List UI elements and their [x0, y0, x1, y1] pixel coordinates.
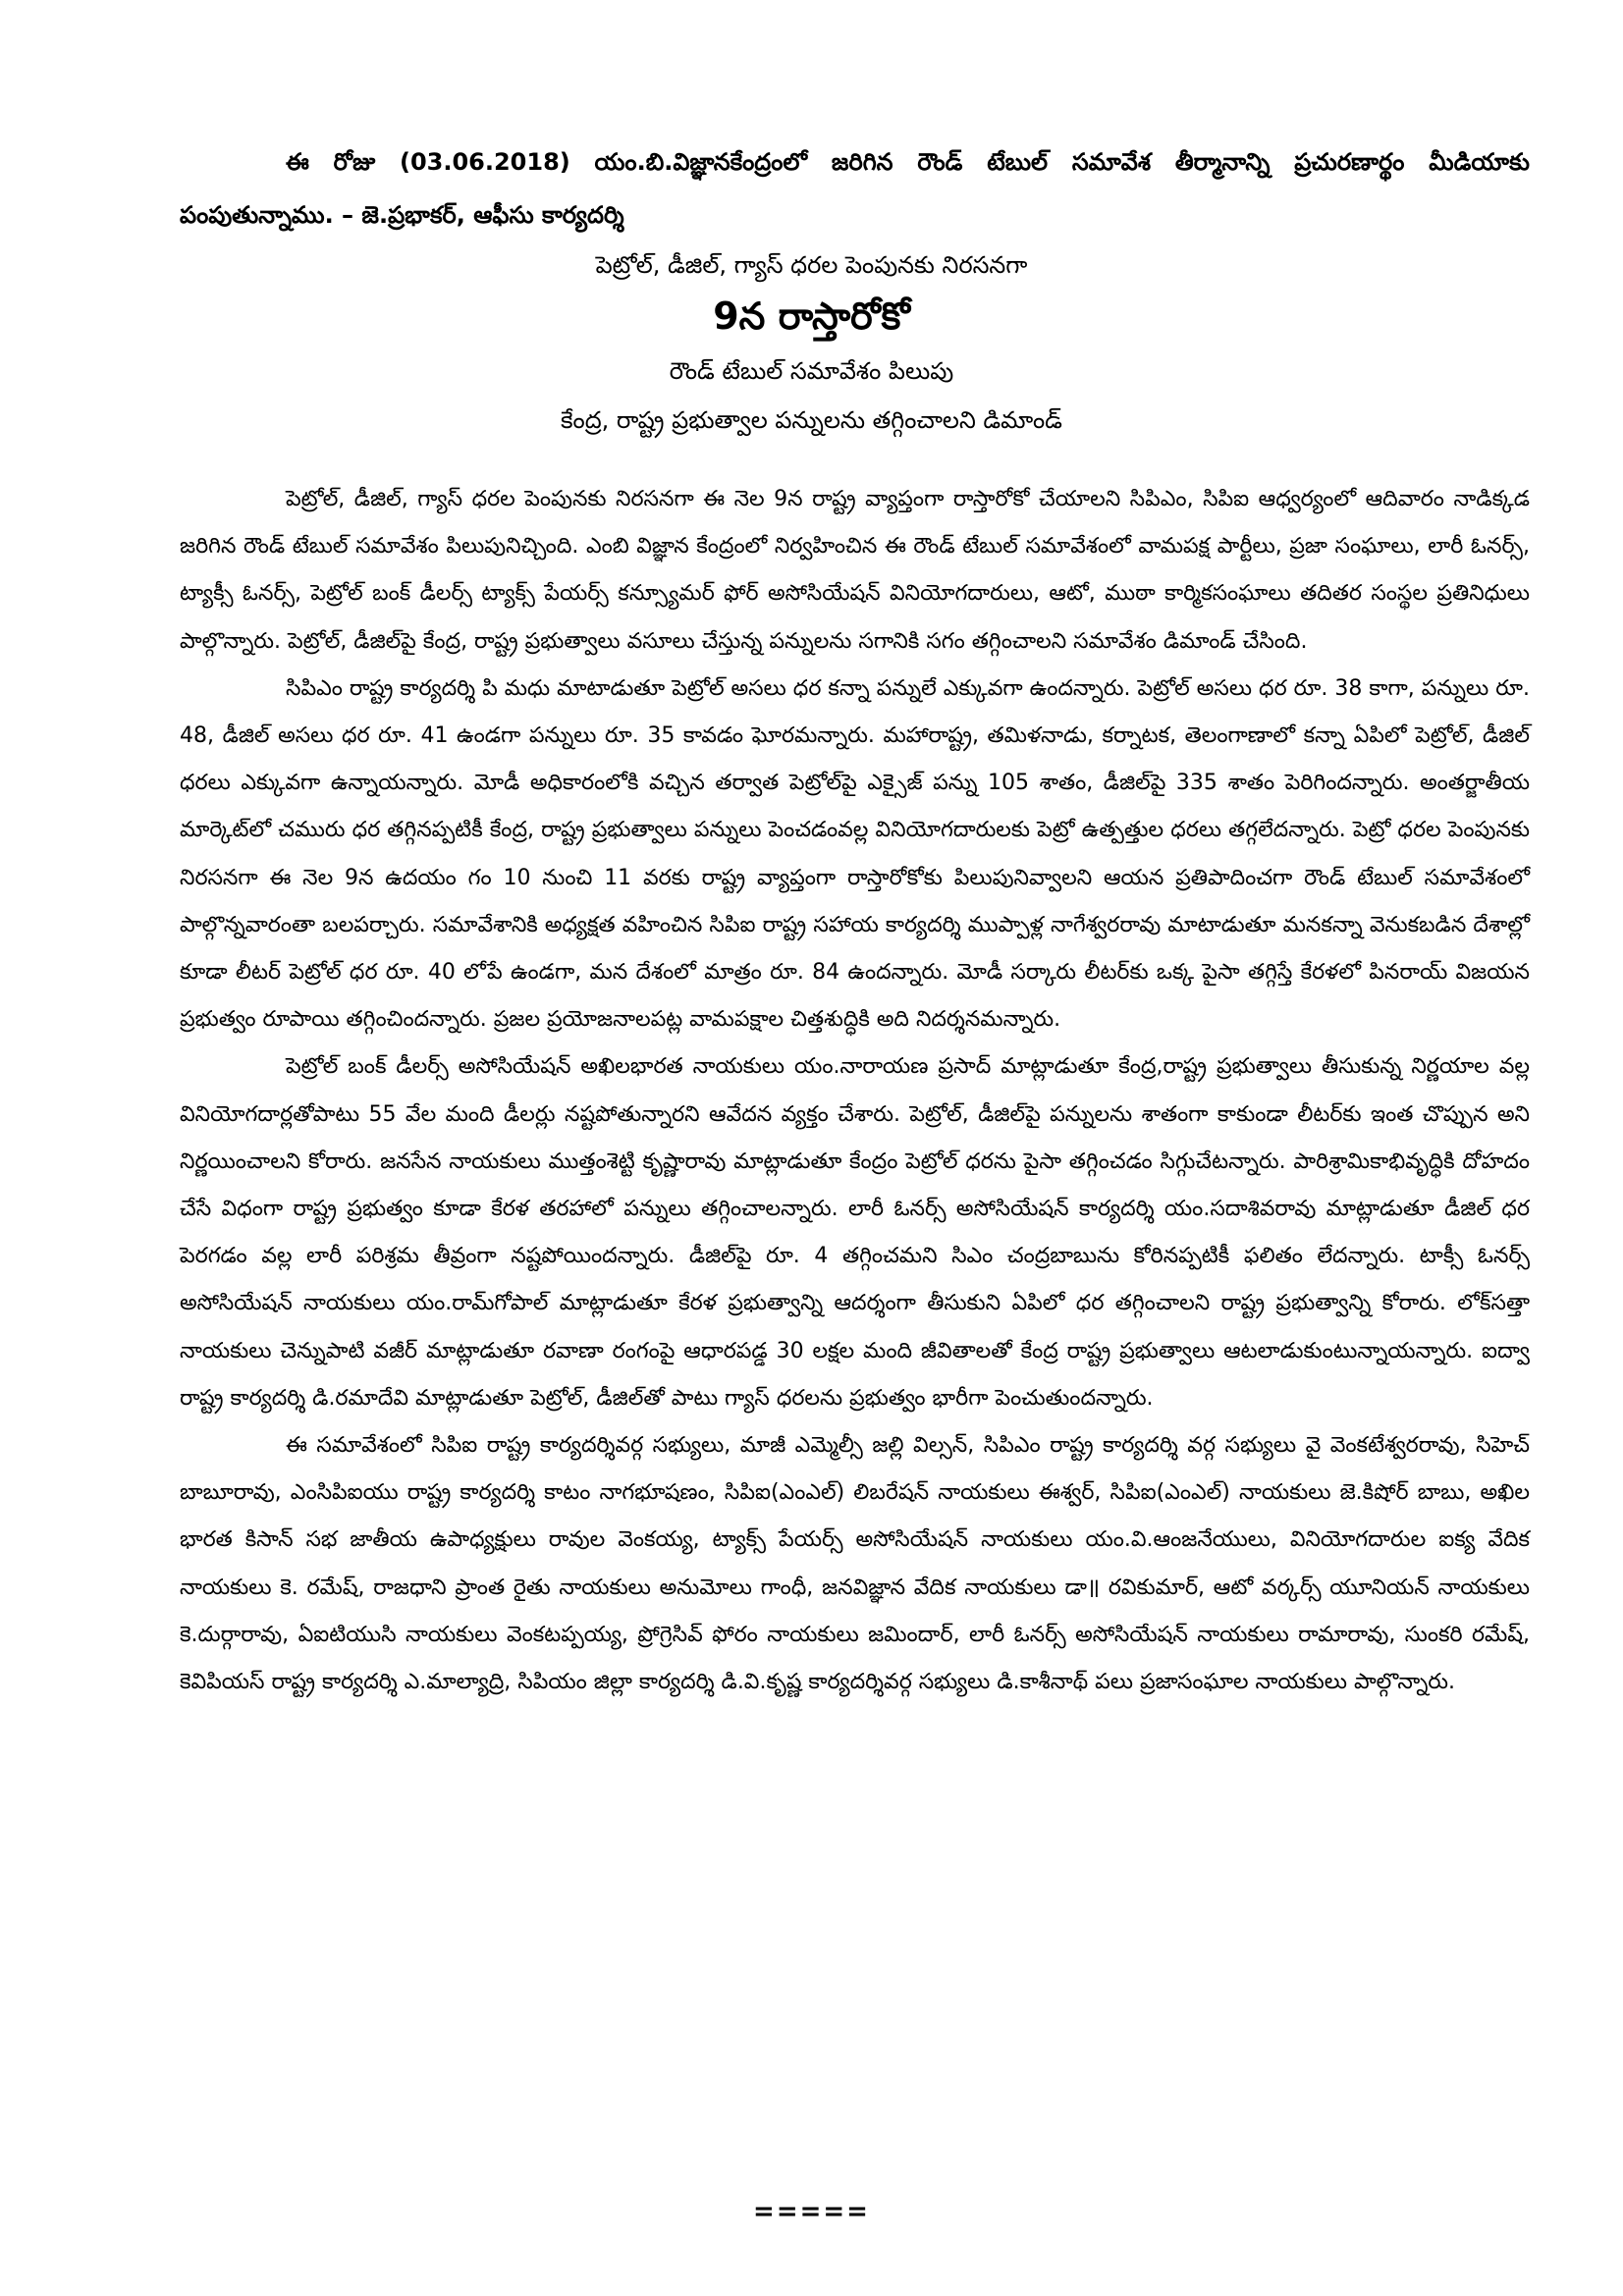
end-marker: ===== — [753, 2197, 870, 2226]
article-body — [180, 476, 1530, 1706]
headline-kicker: పెట్రోల్, డీజిల్, గ్యాస్ ధరల పెంపునకు నిరసనగా — [595, 251, 1028, 279]
page-title: 9న రాస్తారోకో — [713, 294, 910, 338]
headline-subline-1: రౌండ్ టేబుల్ సమావేశం పిలుపు — [669, 357, 954, 385]
paragraph-4: ఈ సమావేశంలో సిపిఐ రాష్ట్ర కార్యదర్శివర్గ సభ్యులు, మాజీ ఎమ్మెల్సీ జల్లి విల్సన్, సిపిఎం రాష్ట్ర కార్యదర్శి వర్గ సభ్యులు వై వెంకటేశ్వరరావు, సిహెచ్ బాబూరావు, ఎంసిపిఐయు రాష్ట్ర కార్యదర్శి కాటం నాగభూషణం, సిపిఐ(ఎంఎల్) లిబరేషన్ నాయకులు ఈశ్వర్, సిపిఐ(ఎంఎల్) నాయకులు జె.కిషోర్ బాబు, అఖిల భారత కిసాన్ సభ జాతీయ ఉపాధ్యక్షులు రావుల వెంకయ్య, ట్యాక్స్ పేయర్స్ అసోసియేషన్ నాయకులు యం.వి.ఆంజనేయులు, వినియోగదారుల ఐక్య వేదిక నాయకులు కె. రమేష్, రాజధాని ప్రాంత రైతు నాయకులు అనుమోలు గాంధీ, జనవిజ్ఞాన వేదిక నాయకులు డా॥ రవికుమార్, ఆటో వర్కర్స్ యూనియన్ నాయకులు కె.దుర్గారావు, ఏఐటియుసి నాయకులు వెంకటప్పయ్య, ప్రోగ్రెసివ్ ఫోరం నాయకులు జమిందార్, లారీ ఓనర్స్ అసోసియేషన్ నాయకులు రామారావు, సుంకరి రమేష్, కెవిపియస్ రాష్ట్ర కార్యదర్శి ఎ.మాల్యాద్రి, సిపియం జిల్లా కార్యదర్శి డి.వి.కృష్ణ కార్యదర్శివర్గ సభ్యులు డి.కాశీనాథ్ పలు ప్రజాసంఘాల నాయకులు పాల్గొన్నారు. — [180, 1433, 1530, 1695]
paragraph-3: పెట్రోల్ బంక్ డీలర్స్ అసోసియేషన్ అఖిలభారత నాయకులు యం.నారాయణ ప్రసాద్ మాట్లాడుతూ కేంద్ర,రాష్ట్ర ప్రభుత్వాలు తీసుకున్న నిర్ణయాల వల్ల వినియోగదార్లతోపాటు 55 వేల మంది డీలర్లు నష్టపోతున్నారని ఆవేదన వ్యక్తం చేశారు. పెట్రోల్, డీజిల్‌పై పన్నులను శాతంగా కాకుండా లీటర్‌కు ఇంత చొప్పున అని నిర్ణయించాలని కోరారు. జనసేన నాయకులు ముత్తంశెట్టి కృష్ణారావు మాట్లాడుతూ కేంద్రం పెట్రోల్ ధరను పైసా తగ్గించడం సిగ్గుచేటన్నారు. పారిశ్రామికాభివృద్ధికి దోహదం చేసే విధంగా రాష్ట్ర ప్రభుత్వం కూడా కేరళ తరహాలో పన్నులు తగ్గించాలన్నారు. లారీ ఓనర్స్ అసోసియేషన్ కార్యదర్శి యం.సదాశివరావు మాట్లాడుతూ డీజిల్ ధర పెరగడం వల్ల లారీ పరిశ్రమ తీవ్రంగా నష్టపోయిందన్నారు. డీజిల్‌పై రూ. 4 తగ్గించమని సిఎం చంద్రబాబును కోరినప్పటికీ ఫలితం లేదన్నారు. టాక్సీ ఓనర్స్ అసోసియేషన్ నాయకులు యం.రామ్‌గోపాల్ మాట్లాడుతూ కేరళ ప్రభుత్వాన్ని ఆదర్శంగా తీసుకుని ఏపిలో ధర తగ్గించాలని రాష్ట్ర ప్రభుత్వాన్ని కోరారు. లోక్‌సత్తా నాయకులు చెన్నుపాటి వజీర్ మాట్లాడుతూ రవాణా రంగంపై ఆధారపడ్డ 30 లక్షల మంది జీవితాలతో కేంద్ర రాష్ట్ర ప్రభుత్వాలు ఆటలాడుకుంటున్నాయన్నారు. ఐద్వా రాష్ట్ర కార్యదర్శి డి.రమాదేవి మాట్లాడుతూ పెట్రోల్, డీజిల్‌తో పాటు గ్యాస్ ధరలను ప్రభుత్వం భారీగా పెంచుతుందన్నారు. — [180, 1054, 1530, 1411]
paragraph-2: సిపిఎం రాష్ట్ర కార్యదర్శి పి మధు మాటాడుతూ పెట్రోల్ అసలు ధర కన్నా పన్నులే ఎక్కువగా ఉందన్నారు. పెట్రోల్ అసలు ధర రూ. 38 కాగా, పన్నులు రూ. 48, డీజిల్ అసలు ధర రూ. 41 ఉండగా పన్నులు రూ. 35 కావడం ఘోరమన్నారు. మహారాష్ట్ర, తమిళనాడు, కర్నాటక, తెలంగాణాలో కన్నా ఏపిలో పెట్రోల్, డీజిల్ ధరలు ఎక్కువగా ఉన్నాయన్నారు. మోడీ అధికారంలోకి వచ్చిన తర్వాత పెట్రోల్‌పై ఎక్సైజ్ పన్ను 105 శాతం, డీజిల్‌పై 335 శాతం పెరిగిందన్నారు. అంతర్జాతీయ మార్కెట్‌లో చమురు ధర తగ్గినప్పటికీ కేంద్ర, రాష్ట్ర ప్రభుత్వాలు పన్నులు పెంచడంవల్ల వినియోగదారులకు పెట్రో ఉత్పత్తుల ధరలు తగ్గలేదన్నారు. పెట్రో ధరల పెంపునకు నిరసనగా ఈ నెల 9న ఉదయం గం 10 నుంచి 11 వరకు రాష్ట్ర వ్యాప్తంగా రాస్తారోకోకు పిలుపునివ్వాలని ఆయన ప్రతిపాదించగా రౌండ్ టేబుల్ సమావేశంలో పాల్గొన్నవారంతా బలపర్చారు. సమావేశానికి అధ్యక్షత వహించిన సిపిఐ రాష్ట్ర సహాయ కార్యదర్శి ముప్పాళ్ల నాగేశ్వరరావు మాటాడుతూ మనకన్నా వెనుకబడిన దేశాల్లో కూడా లీటర్ పెట్రోల్ ధర రూ. 40 లోపే ఉండగా, మన దేశంలో మాత్రం రూ. 84 ఉందన్నారు. మోడీ సర్కారు లీటర్‌కు ఒక్క పైసా తగ్గిస్తే కేరళలో పినరాయ్ విజయన ప్రభుత్వం రూపాయి తగ్గించిందన్నారు. ప్రజల ప్రయోజనాలపట్ల వామపక్షాల చిత్తశుద్ధికి అది నిదర్శనమన్నారు. — [180, 675, 1530, 1033]
paragraph-1: పెట్రోల్, డీజిల్, గ్యాస్ ధరల పెంపునకు నిరసనగా ఈ నెల 9న రాష్ట్ర వ్యాప్తంగా రాస్తారోకో చేయాలని సిపిఎం, సిపిఐ ఆధ్వర్యంలో ఆదివారం నాడిక్కడ జరిగిన రౌండ్ టేబుల్ సమావేశం పిలుపునిచ్చింది. ఎంబి విజ్ఞాన కేంద్రంలో నిర్వహించిన ఈ రౌండ్ టేబుల్ సమావేశంలో వామపక్ష పార్టీలు, ప్రజా సంఘాలు, లారీ ఓనర్స్, ట్యాక్సీ ఓనర్స్, పెట్రోల్ బంక్ డీలర్స్ ట్యాక్స్ పేయర్స్ కన్స్యూమర్ ఫోర్ అసోసియేషన్ వినియోగదారులు, ఆటో, ముఠా కార్మికసంఘాలు తదితర సంస్థల ప్రతినిధులు పాల్గొన్నారు. పెట్రోల్, డీజిల్‌పై కేంద్ర, రాష్ట్ర ప్రభుత్వాలు వసూలు చేస్తున్న పన్నులను సగానికి సగం తగ్గించాలని సమావేశం డిమాండ్ చేసింది. — [180, 487, 1530, 654]
headline-subline-2: కేంద్ర, రాష్ట్ర ప్రభుత్వాల పన్నులను తగ్గించాలని డిమాండ్ — [561, 406, 1062, 434]
intro-note: ఈ రోజు (03.06.2018) యం.బి.విజ్ఞానకేంద్రంలో జరిగిన రౌండ్ టేబుల్ సమావేశ తీర్మానాన్ని ప్రచురణార్థం మీడియాకు పంపుతున్నాము. – జె.ప్రభాకర్, ఆఫీసు కార్యదర్శి — [180, 148, 1530, 229]
